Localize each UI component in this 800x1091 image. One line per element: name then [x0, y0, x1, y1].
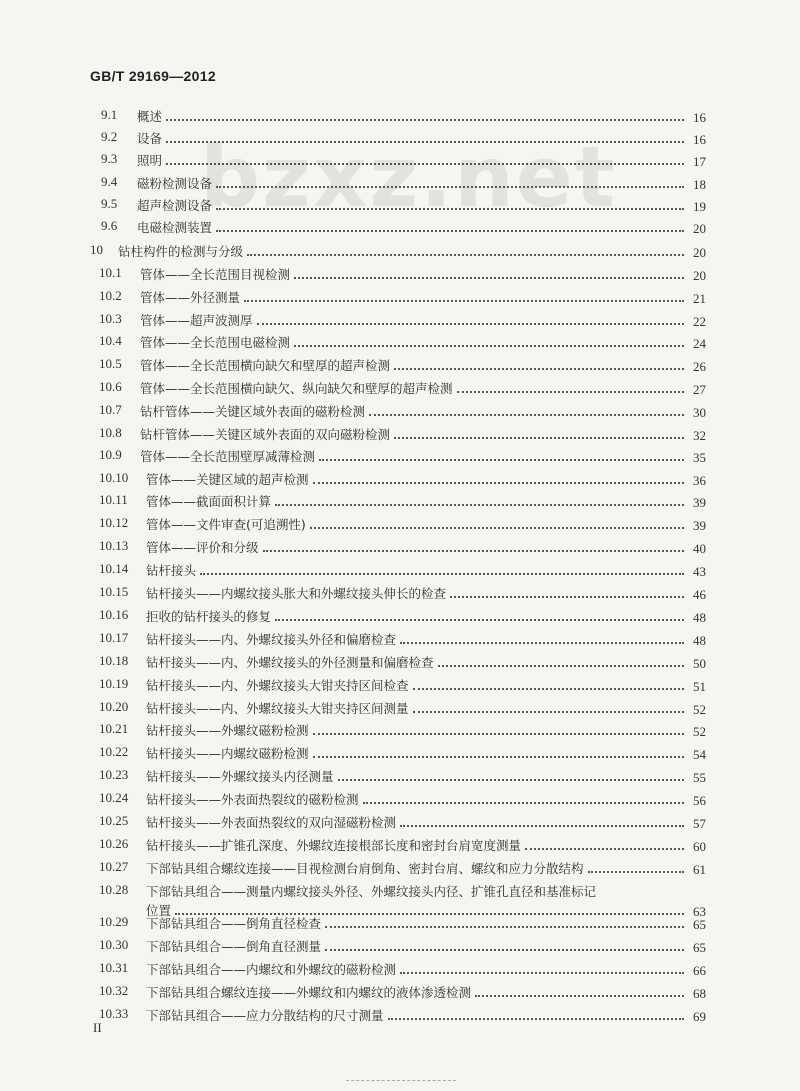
toc-entry-page-number: 54: [693, 747, 706, 762]
toc-entry-page-number: 17: [693, 154, 706, 169]
toc-leader-dots: [166, 141, 684, 143]
toc-entry-number: 9.5: [101, 196, 118, 211]
toc-entry-number: 10.26: [99, 836, 129, 851]
toc-entry[interactable]: [0, 174, 800, 198]
toc-entry-title: 照明: [137, 153, 163, 168]
bottom-scan-mark: [346, 1080, 456, 1081]
toc-entry-page-number: 40: [693, 541, 706, 556]
toc-entry[interactable]: [0, 937, 800, 961]
toc-entry-page-number: 20: [693, 268, 706, 283]
toc-entry-number: 10.27: [99, 859, 129, 874]
toc-entry-page-number: 20: [693, 221, 706, 236]
toc-entry-title: 钻杆接头——内、外螺纹接头外径和偏磨检查: [146, 632, 397, 647]
toc-leader-dots: [325, 926, 684, 928]
toc-entry-title: 管体——全长范围目视检测: [140, 267, 291, 282]
toc-entry-title: 管体——全长范围壁厚减薄检测: [140, 449, 316, 464]
toc-entry-title: 管体——全长范围电磁检测: [140, 335, 291, 350]
toc-entry-page-number: 66: [693, 963, 706, 978]
site-watermark: bzxz.net: [200, 128, 617, 226]
toc-leader-dots: [216, 230, 684, 232]
toc-entry-title: 管体——评价和分级: [146, 540, 259, 555]
toc-entry[interactable]: [0, 653, 800, 677]
toc-entry-page-number: 27: [693, 382, 706, 397]
toc-entry-number: 10: [90, 242, 103, 257]
toc-entry[interactable]: [0, 515, 800, 539]
toc-entry-number: 10.31: [99, 960, 129, 975]
toc-entry-page-number: 16: [693, 132, 706, 147]
toc-entry-page-number: 50: [693, 656, 706, 671]
toc-leader-dots: [247, 254, 684, 256]
toc-leader-dots: [394, 437, 684, 439]
toc-entry[interactable]: [0, 630, 800, 654]
toc-entry-page-number: 19: [693, 199, 706, 214]
toc-entry[interactable]: [0, 1006, 800, 1030]
toc-entry-page-number: 56: [693, 793, 706, 808]
page-number-roman: II: [93, 1020, 102, 1035]
toc-leader-dots: [313, 756, 684, 758]
toc-leader-dots: [338, 779, 684, 781]
toc-entry[interactable]: [0, 699, 800, 723]
toc-entry-number: 10.19: [99, 676, 129, 691]
toc-entry-page-number: 20: [693, 245, 706, 260]
toc-entry[interactable]: [0, 983, 800, 1007]
toc-entry-page-number: 52: [693, 702, 706, 717]
toc-entry-title: 钻柱构件的检测与分级: [118, 244, 244, 259]
toc-entry[interactable]: [0, 242, 800, 266]
toc-entry-number: 10.15: [99, 584, 129, 599]
toc-leader-dots: [400, 642, 684, 644]
toc-entry-title: 管体——文件审查(可追溯性): [146, 517, 306, 532]
toc-leader-dots: [388, 1018, 684, 1020]
toc-entry-number: 10.8: [99, 425, 122, 440]
toc-entry-number: 10.9: [99, 447, 122, 462]
toc-entry-number: 10.17: [99, 630, 129, 645]
toc-entry-number: 10.28: [99, 882, 129, 897]
toc-entry-page-number: 57: [693, 816, 706, 831]
toc-entry-number: 10.25: [99, 813, 129, 828]
toc-entry-number: 10.21: [99, 721, 129, 736]
toc-entry-number: 10.14: [99, 561, 129, 576]
toc-entry-title: 钻杆接头——内、外螺纹接头大钳夹持区间测量: [146, 701, 409, 716]
toc-leader-dots: [313, 733, 684, 735]
toc-entry-title: 概述: [137, 109, 163, 124]
toc-leader-dots: [325, 949, 684, 951]
toc-entry-title: 钻杆接头——扩锥孔深度、外螺纹连接根部长度和密封台肩宽度测量: [146, 838, 522, 853]
toc-entry[interactable]: [0, 836, 800, 860]
toc-entry[interactable]: [0, 470, 800, 494]
toc-entry-title: 下部钻具组合——测量内螺纹接头外径、外螺纹接头内径、扩锥孔直径和基准标记: [146, 884, 597, 899]
toc-entry-page-number: 24: [693, 336, 706, 351]
toc-entry-number: 10.23: [99, 767, 129, 782]
toc-entry-title: 钻杆接头——内螺纹接头胀大和外螺纹接头伸长的检查: [146, 586, 447, 601]
toc-entry-title: 下部钻具组合——应力分散结构的尺寸测量: [146, 1008, 384, 1023]
toc-leader-dots: [275, 619, 684, 621]
toc-entry-page-number: 26: [693, 359, 706, 374]
toc-entry-number: 10.7: [99, 402, 122, 417]
toc-entry-page-number: 51: [693, 679, 706, 694]
toc-entry[interactable]: [0, 492, 800, 516]
toc-entry-page-number: 21: [693, 291, 706, 306]
toc-entry-title: 钻杆接头——外螺纹接头内径测量: [146, 769, 334, 784]
toc-entry-title: 下部钻具组合螺纹连接——目视检测台肩倒角、密封台肩、螺纹和应力分散结构: [146, 861, 584, 876]
toc-entry-number: 10.11: [99, 492, 128, 507]
toc-entry[interactable]: [0, 447, 800, 471]
toc-leader-dots: [450, 596, 684, 598]
toc-entry-page-number: 46: [693, 587, 706, 602]
toc-entry-number: 10.18: [99, 653, 129, 668]
toc-entry-number: 10.1: [99, 265, 122, 280]
toc-entry[interactable]: [0, 218, 800, 242]
toc-entry[interactable]: [0, 379, 800, 403]
toc-entry[interactable]: [0, 744, 800, 768]
toc-leader-dots: [216, 208, 684, 210]
toc-entry-number: 10.3: [99, 311, 122, 326]
toc-entry-number: 10.5: [99, 356, 122, 371]
toc-leader-dots: [200, 573, 684, 575]
toc-entry-title-continuation: 位置: [146, 903, 172, 918]
toc-leader-dots: [244, 300, 684, 302]
toc-entry[interactable]: [0, 813, 800, 837]
toc-entry-title: 钻杆管体——关键区域外表面的双向磁粉检测: [140, 427, 391, 442]
toc-entry-title: 管体——关键区域的超声检测: [146, 472, 309, 487]
toc-leader-dots: [310, 527, 684, 529]
toc-entry-page-number: 65: [693, 917, 706, 932]
toc-entry-number: 10.20: [99, 699, 129, 714]
toc-entry-title: 超声检测设备: [137, 198, 213, 213]
toc-leader-dots: [413, 688, 684, 690]
toc-entry-page-number: 60: [693, 839, 706, 854]
toc-entry-page-number: 48: [693, 633, 706, 648]
toc-entry[interactable]: [0, 425, 800, 449]
toc-entry-number: 10.2: [99, 288, 122, 303]
toc-entry-number: 10.6: [99, 379, 122, 394]
toc-entry-title: 下部钻具组合——倒角直径测量: [146, 939, 322, 954]
toc-entry-page-number: 39: [693, 518, 706, 533]
toc-leader-dots: [588, 871, 684, 873]
toc-entry-title: 下部钻具组合——倒角直径检查: [146, 916, 322, 931]
toc-entry-title: 钻杆接头: [146, 563, 197, 578]
toc-entry[interactable]: [0, 790, 800, 814]
toc-entry-number: 10.33: [99, 1006, 129, 1021]
toc-entry-number: 10.29: [99, 914, 129, 929]
toc-entry-title: 钻杆接头——内螺纹磁粉检测: [146, 746, 309, 761]
toc-entry-number: 10.12: [99, 515, 129, 530]
toc-leader-dots: [166, 119, 684, 121]
toc-entry-number: 10.22: [99, 744, 129, 759]
toc-entry[interactable]: [0, 333, 800, 357]
toc-entry-number: 10.13: [99, 538, 129, 553]
toc-leader-dots: [313, 482, 684, 484]
toc-entry[interactable]: [0, 914, 800, 938]
toc-entry-title: 磁粉检测设备: [137, 176, 213, 191]
toc-leader-dots: [294, 345, 684, 347]
toc-entry-number: 10.30: [99, 937, 129, 952]
toc-entry-page-number: 18: [693, 177, 706, 192]
toc-leader-dots: [525, 848, 684, 850]
toc-entry-number: 10.4: [99, 333, 122, 348]
toc-leader-dots: [294, 277, 684, 279]
toc-leader-dots: [438, 665, 684, 667]
toc-entry-page-number: 16: [693, 110, 706, 125]
toc-entry-number: 9.3: [101, 151, 118, 166]
toc-entry-title: 管体——截面面积计算: [146, 494, 272, 509]
toc-entry[interactable]: [0, 538, 800, 562]
toc-entry-title: 管体——全长范围横向缺欠、纵向缺欠和壁厚的超声检测: [140, 381, 453, 396]
toc-leader-dots: [257, 323, 684, 325]
toc-leader-dots: [319, 459, 684, 461]
toc-entry-page-number: 52: [693, 724, 706, 739]
toc-leader-dots: [394, 368, 684, 370]
toc-entry-page-number: 36: [693, 473, 706, 488]
toc-entry[interactable]: [0, 288, 800, 312]
toc-entry[interactable]: [0, 721, 800, 745]
toc-entry-title: 电磁检测装置: [137, 220, 213, 235]
toc-entry[interactable]: [0, 561, 800, 585]
toc-entry[interactable]: [0, 265, 800, 289]
toc-leader-dots: [475, 995, 684, 997]
toc-entry-title: 钻杆接头——内、外螺纹接头的外径测量和偏磨检查: [146, 655, 434, 670]
toc-leader-dots: [369, 414, 684, 416]
toc-entry-title: 下部钻具组合——内螺纹和外螺纹的磁粉检测: [146, 962, 397, 977]
toc-leader-dots: [263, 550, 684, 552]
toc-entry[interactable]: [0, 607, 800, 631]
toc-entry-title: 设备: [137, 131, 163, 146]
toc-leader-dots: [400, 825, 684, 827]
toc-entry-page-number: 39: [693, 495, 706, 510]
toc-leader-dots: [166, 163, 684, 165]
toc-entry-number: 9.4: [101, 174, 118, 189]
toc-leader-dots: [363, 802, 684, 804]
toc-entry[interactable]: [0, 107, 800, 131]
toc-entry[interactable]: [0, 676, 800, 700]
toc-entry-page-number: 48: [693, 610, 706, 625]
toc-entry[interactable]: [0, 151, 800, 175]
toc-entry[interactable]: [0, 767, 800, 791]
toc-entry-page-number: 68: [693, 986, 706, 1001]
toc-entry-number: 10.16: [99, 607, 129, 622]
toc-entry-number: 10.24: [99, 790, 129, 805]
toc-entry-title: 钻杆接头——外螺纹磁粉检测: [146, 723, 309, 738]
standard-number-header: GB/T 29169—2012: [90, 68, 216, 84]
toc-leader-dots: [400, 972, 684, 974]
toc-entry[interactable]: [0, 960, 800, 984]
toc-entry-page-number: 63: [693, 904, 706, 919]
toc-entry-number: 9.2: [101, 129, 118, 144]
toc-entry-title: 钻杆接头——外表面热裂纹的双向湿磁粉检测: [146, 815, 397, 830]
toc-entry-page-number: 69: [693, 1009, 706, 1024]
toc-entry-title: 管体——超声波测厚: [140, 313, 253, 328]
toc-entry[interactable]: [0, 402, 800, 426]
toc-leader-dots: [275, 504, 684, 506]
toc-entry[interactable]: [0, 859, 800, 883]
toc-entry-page-number: 32: [693, 428, 706, 443]
toc-leader-dots: [216, 186, 684, 188]
toc-entry-number: 9.6: [101, 218, 118, 233]
toc-entry-number: 10.32: [99, 983, 129, 998]
toc-entry[interactable]: [0, 356, 800, 380]
toc-entry-title: 钻杆接头——外表面热裂纹的磁粉检测: [146, 792, 359, 807]
toc-entry-page-number: 43: [693, 564, 706, 579]
toc-entry-title: 下部钻具组合螺纹连接——外螺纹和内螺纹的液体渗透检测: [146, 985, 472, 1000]
toc-entry[interactable]: [0, 129, 800, 153]
toc-entry[interactable]: [0, 196, 800, 220]
toc-entry[interactable]: [0, 584, 800, 608]
toc-entry-title: 管体——外径测量: [140, 290, 241, 305]
toc-leader-dots: [413, 711, 684, 713]
toc-entry-title: 钻杆管体——关键区域外表面的磁粉检测: [140, 404, 366, 419]
toc-entry-page-number: 61: [693, 862, 706, 877]
toc-entry-number: 10.10: [99, 470, 129, 485]
toc-entry-title: 拒收的钻杆接头的修复: [146, 609, 272, 624]
toc-entry-title: 管体——全长范围横向缺欠和壁厚的超声检测: [140, 358, 391, 373]
toc-entry-page-number: 30: [693, 405, 706, 420]
toc-entry-number: 9.1: [101, 107, 118, 122]
toc-entry-page-number: 65: [693, 940, 706, 955]
toc-entry[interactable]: [0, 882, 800, 919]
toc-entry-page-number: 55: [693, 770, 706, 785]
toc-entry[interactable]: [0, 311, 800, 335]
toc-entry-title: 钻杆接头——内、外螺纹接头大钳夹持区间检查: [146, 678, 409, 693]
toc-leader-dots: [457, 391, 684, 393]
toc-entry-page-number: 22: [693, 314, 706, 329]
toc-entry-page-number: 35: [693, 450, 706, 465]
